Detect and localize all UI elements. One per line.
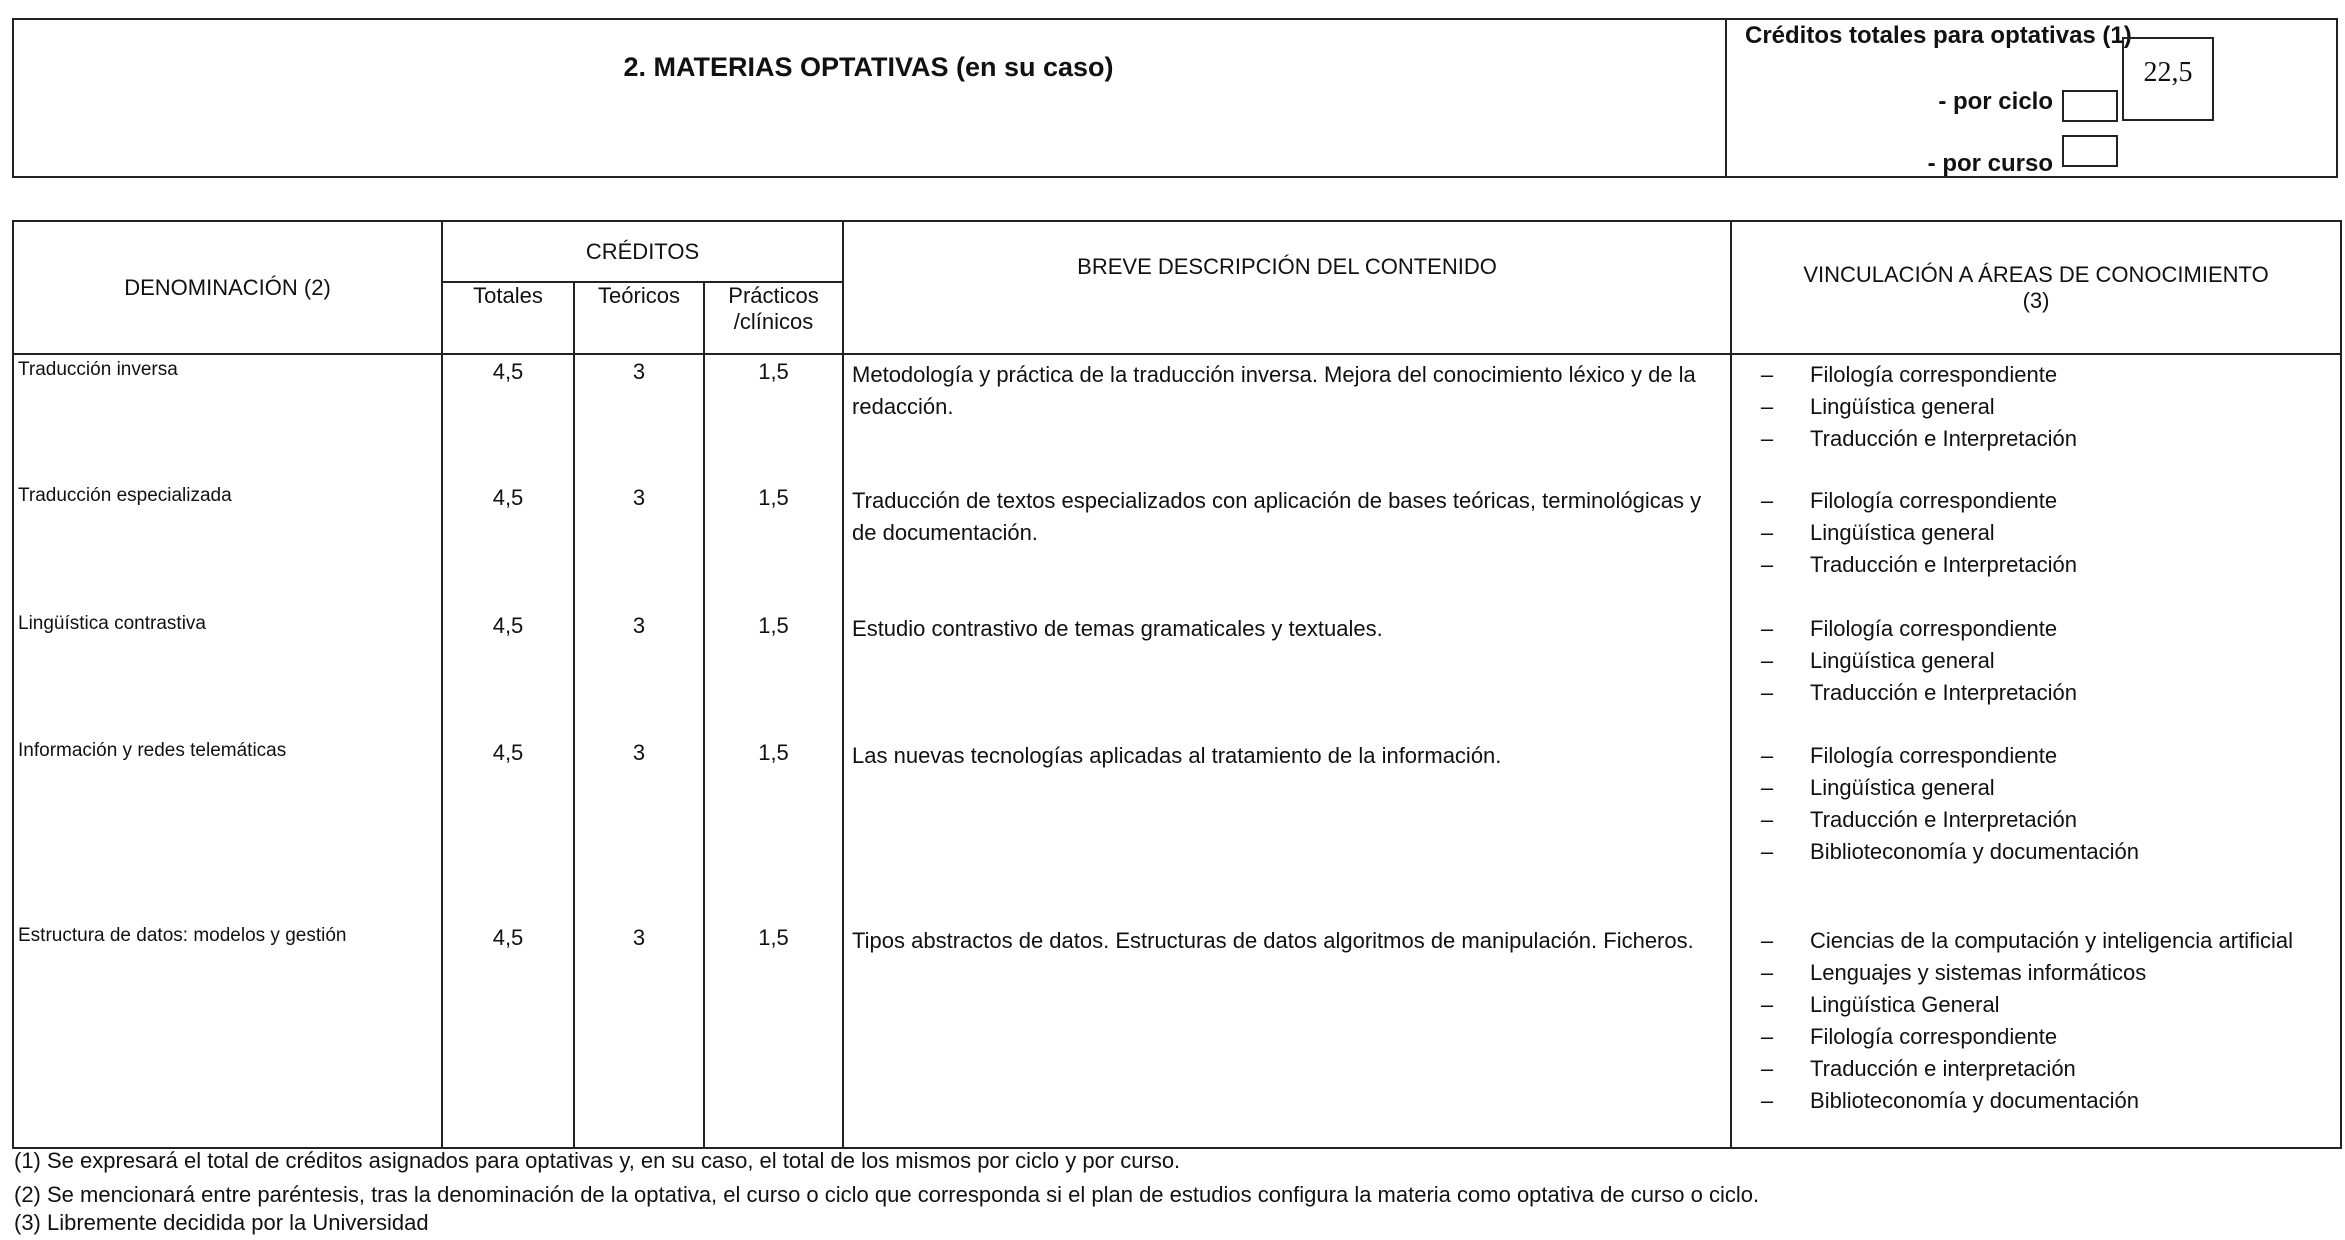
dash-bullet-icon: – (1760, 1088, 1774, 1113)
area-item (1732, 1085, 2340, 1117)
credits-teoricos: 3 (574, 354, 704, 481)
page-title: 2. MATERIAS OPTATIVAS (en su caso) (623, 52, 1114, 82)
area-item (1732, 989, 2340, 1021)
area-item (1732, 772, 2340, 804)
dash-bullet-icon: – (1760, 960, 1774, 985)
dash-bullet-icon: – (1760, 1024, 1774, 1049)
credits-practicos: 1,5 (704, 354, 843, 481)
area-label: Traducción e interpretación (1810, 1056, 2076, 1081)
col-denominacion: DENOMINACIÓN (2) (13, 221, 442, 354)
total-credits-box: 22,5 (2122, 37, 2214, 121)
area-item (1732, 423, 2340, 455)
area-label: Lingüística general (1810, 648, 1995, 673)
area-label: Lingüística general (1810, 520, 1995, 545)
dash-bullet-icon: – (1760, 992, 1774, 1017)
knowledge-areas (1731, 481, 2341, 609)
por-ciclo-label: - por ciclo (1938, 88, 2053, 115)
subject-description: Las nuevas tecnologías aplicadas al tratamiento de la información. (843, 736, 1731, 921)
area-item (1732, 957, 2340, 989)
area-item (1732, 677, 2340, 709)
footnote-3: (3) Libremente decidida por la Universidad (14, 1210, 429, 1235)
credits-teoricos: 3 (574, 609, 704, 736)
dash-bullet-icon: – (1760, 680, 1774, 705)
optativas-table (12, 220, 2342, 1149)
credits-practicos: 1,5 (704, 736, 843, 921)
area-label: Traducción e Interpretación (1810, 680, 2078, 705)
area-label: Filología correspondiente (1810, 616, 2058, 641)
dash-bullet-icon: – (1760, 839, 1774, 864)
credits-totales: 4,5 (442, 481, 574, 609)
dash-bullet-icon: – (1760, 775, 1774, 800)
dash-bullet-icon: – (1760, 394, 1774, 419)
area-label: Biblioteconomía y documentación (1810, 839, 2139, 864)
area-label: Filología correspondiente (1810, 1024, 2058, 1049)
credits-teoricos: 3 (574, 736, 704, 921)
area-item (1732, 485, 2340, 517)
area-item (1732, 804, 2340, 836)
credits-practicos: 1,5 (704, 481, 843, 609)
area-label: Filología correspondiente (1810, 743, 2058, 768)
area-item (1732, 391, 2340, 423)
por-ciclo-box (2062, 90, 2118, 122)
col-creditos: CRÉDITOS (442, 221, 843, 282)
area-label: Traducción e Interpretación (1810, 807, 2078, 832)
table-row (13, 354, 2341, 481)
area-item (1732, 740, 2340, 772)
subject-name: Traducción inversa (13, 354, 442, 481)
col-descripcion: BREVE DESCRIPCIÓN DEL CONTENIDO (843, 221, 1731, 354)
area-label: Ciencias de la computación y inteligencia artificial (1810, 928, 2294, 953)
subject-description: Tipos abstractos de datos. Estructuras de datos algoritmos de manipulación. Ficheros. (843, 921, 1731, 1148)
table-row (13, 921, 2341, 1148)
table-row (13, 736, 2341, 921)
area-label: Filología correspondiente (1810, 362, 2058, 387)
area-item (1732, 1053, 2340, 1085)
col-vinculacion: VINCULACIÓN A ÁREAS DE CONOCIMIENTO (3) (1731, 221, 2341, 354)
area-item (1732, 925, 2340, 957)
dash-bullet-icon: – (1760, 426, 1774, 451)
por-curso-box (2062, 135, 2118, 167)
knowledge-areas (1731, 354, 2341, 481)
knowledge-areas (1731, 736, 2341, 921)
subject-name: Traducción especializada (13, 481, 442, 609)
dash-bullet-icon: – (1760, 807, 1774, 832)
subject-name: Estructura de datos: modelos y gestión (13, 921, 442, 1148)
area-label: Lingüística general (1810, 775, 1995, 800)
area-item (1732, 836, 2340, 868)
table-row (13, 481, 2341, 609)
dash-bullet-icon: – (1760, 488, 1774, 513)
credits-totales: 4,5 (442, 921, 574, 1148)
dash-bullet-icon: – (1760, 1056, 1774, 1081)
credits-totales: 4,5 (442, 354, 574, 481)
header-divider (1725, 18, 1727, 178)
credits-totales: 4,5 (442, 736, 574, 921)
table-row (13, 609, 2341, 736)
credits-totales: 4,5 (442, 609, 574, 736)
subject-name: Lingüística contrastiva (13, 609, 442, 736)
footnote-2: (2) Se mencionará entre paréntesis, tras la denominación de la optativa, el curso o ciclo que corresponda si el plan de estudios configura la materia como optativa de curso o ciclo. (14, 1182, 1760, 1207)
col-teoricos: Teóricos (574, 282, 704, 354)
subject-description: Estudio contrastivo de temas gramaticales y textuales. (843, 609, 1731, 736)
dash-bullet-icon: – (1760, 648, 1774, 673)
area-label: Lingüística General (1810, 992, 2000, 1017)
dash-bullet-icon: – (1760, 552, 1774, 577)
area-item (1732, 359, 2340, 391)
area-label: Lingüística general (1810, 394, 1995, 419)
area-label: Filología correspondiente (1810, 488, 2058, 513)
col-practicos: Prácticos /clínicos (704, 282, 843, 354)
area-item (1732, 645, 2340, 677)
credits-teoricos: 3 (574, 921, 704, 1148)
credits-practicos: 1,5 (704, 609, 843, 736)
credits-label: Créditos totales para optativas (1) (1745, 22, 2132, 49)
dash-bullet-icon: – (1760, 362, 1774, 387)
subject-name: Información y redes telemáticas (13, 736, 442, 921)
dash-bullet-icon: – (1760, 743, 1774, 768)
knowledge-areas (1731, 921, 2341, 1148)
area-label: Traducción e Interpretación (1810, 552, 2078, 577)
subject-description: Traducción de textos especializados con aplicación de bases teóricas, terminológicas y de documentación. (843, 481, 1731, 609)
dash-bullet-icon: – (1760, 928, 1774, 953)
area-item (1732, 613, 2340, 645)
credits-teoricos: 3 (574, 481, 704, 609)
dash-bullet-icon: – (1760, 616, 1774, 641)
col-totales: Totales (442, 282, 574, 354)
subject-description: Metodología y práctica de la traducción inversa. Mejora del conocimiento léxico y de la redacción. (843, 354, 1731, 481)
area-label: Lenguajes y sistemas informáticos (1810, 960, 2147, 985)
area-label: Biblioteconomía y documentación (1810, 1088, 2139, 1113)
area-label: Traducción e Interpretación (1810, 426, 2078, 451)
dash-bullet-icon: – (1760, 520, 1774, 545)
area-item (1732, 1021, 2340, 1053)
area-item (1732, 549, 2340, 581)
footnote-1: (1) Se expresará el total de créditos asignados para optativas y, en su caso, el total de los mismos por ciclo y por curso. (14, 1148, 1181, 1173)
knowledge-areas (1731, 609, 2341, 736)
credits-practicos: 1,5 (704, 921, 843, 1148)
area-item (1732, 517, 2340, 549)
por-curso-label: - por curso (1927, 150, 2053, 177)
